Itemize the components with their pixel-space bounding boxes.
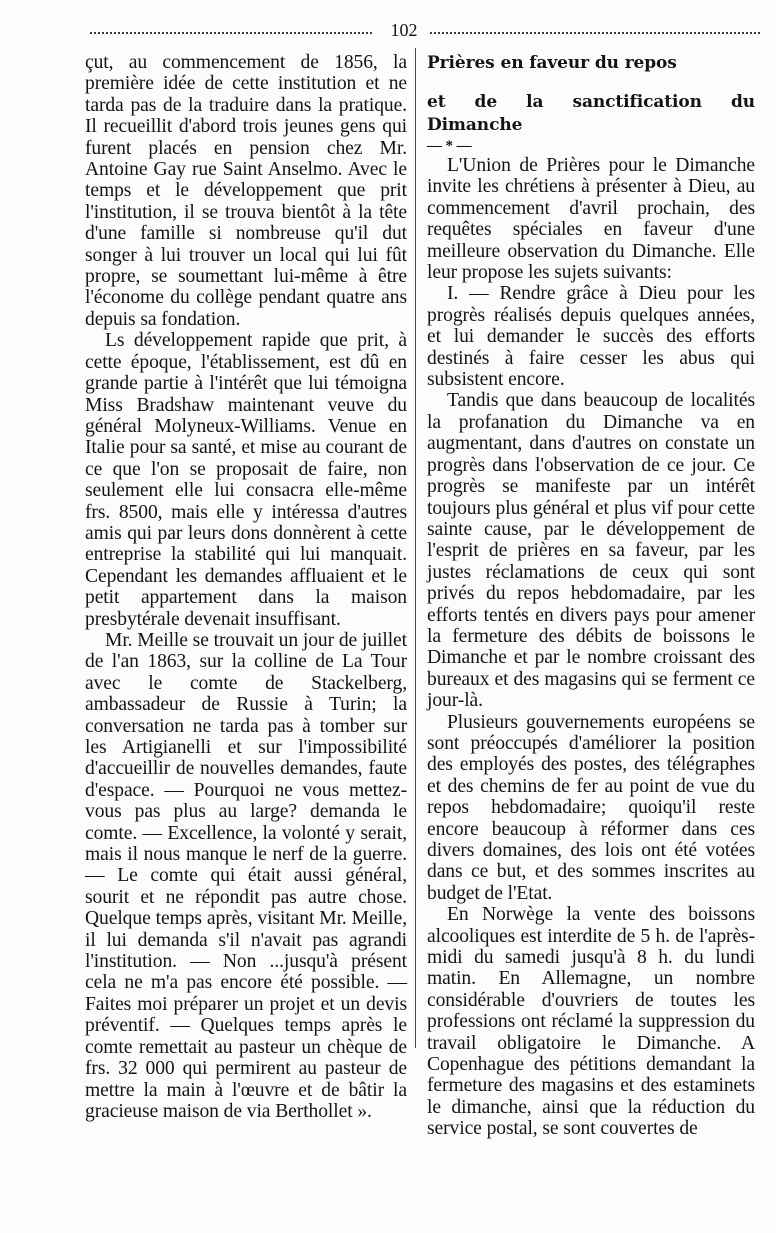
paragraph: Plusieurs gouvernements européens se sont préoccupés d'améliorer la position des employés des postes, des télégraphes et des chemins de fer au point de vue du repos hebdomadaire; quoiqu'il reste encore beaucoup à réformer dans ces divers domaines, des lois ont été votées dans ce but, et des sommes inscrites au budget de l'Etat. [427, 711, 755, 904]
article-title-line-2: et de la sanctification du Dimanche [427, 92, 755, 135]
article-title-line-1: Prières en faveur du repos [427, 53, 677, 73]
column-divider [415, 48, 416, 1048]
page-number: 102 [390, 20, 418, 40]
left-column [85, 52, 407, 1122]
paragraph: çut, au commencement de 1856, la première idée de cette institution et ne tarda pas de la traduire dans la pratique. Il recueillit d'abord trois jeunes gens qui furent placés en pension chez Mr. Antoine Gay rue Saint Anselmo. Avec le temps et le développement que prit l'institution, il se trouva bientôt à la tête d'une famille si nombreuse qu'il dut songer à lui trouver un local qui lui fût propre, se soumettant lui-même à être l'économe du collège pendant quatre ans depuis sa fondation. [85, 52, 407, 330]
title-separator: — * — [427, 138, 472, 154]
paragraph: Mr. Meille se trouvait un jour de juillet de l'an 1863, sur la colline de La Tour avec le comte de Stackelberg, ambassadeur de Russie à Turin; la conversation ne tarda pas à tomber sur les Artigianelli et sur l'impossibilité d'accueillir de nouvelles demandes, faute d'espace. — Pourquoi ne vous mettez-vous pas plus au large? demanda le comte. — Excellence, la volonté y serait, mais il nous manque le nerf de la guerre. — Le comte qui était aussi général, sourit et ne répondit pas autre chose. Quelque temps après, visitant Mr. Meille, il lui demanda s'il n'avait pas agrandi l'institution. — Non ...jusqu'à présent cela ne m'a pas encore été possible. — Faites moi préparer un projet et un devis préventif. — Quelques temps après le comte remettait au pasteur un chèque de frs. 32 000 qui permirent au pasteur de mettre la main à l'œuvre et de bâtir la gracieuse maison de via Berthollet ». [85, 629, 407, 1122]
paragraph: En Norwège la vente des boissons alcooliques est interdite de 5 h. de l'après-midi du samedi jusqu'à 8 h. du lundi matin. En Allemagne, un nombre considérable d'ouvriers de toutes les professions ont réclamé la suppression du travail obligatoire le Dimanche. A Copenhague des pétitions demandant la fermeture des magasins et des estaminets le dimanche, ainsi que la réduction du service postal, se sont couvertes de [427, 904, 755, 1140]
paragraph: L'Union de Prières pour le Dimanche invite les chrétiens à présenter à Dieu, au commencement d'avril prochain, des requêtes spéciales en faveur d'une meilleure observation du Dimanche. Elle leur propose les sujets suivants: [427, 155, 755, 284]
paragraph: Tandis que dans beaucoup de localités la profanation du Dimanche va en augmentant, dans d'autres on constate un progrès dans l'observation de ce jour. Ce progrès se manifeste par un intérêt toujours plus général et plus vif pour cette sainte cause, par le développement de l'esprit de prières en sa faveur, par les justes réclamations de ceux qui sont privés du repos hebdomadaire, par les efforts tentés en divers pays pour amener la fermeture des débits de boissons le Dimanche et par le nombre croissant des bureaux et des magasins qui se ferment ce jour-là. [427, 390, 755, 712]
header-rule-left [90, 32, 372, 34]
paragraph: Ls développement rapide que prit, à cette époque, l'établissement, est dû en grande partie à l'intérêt que lui témoigna Miss Bradshaw maintenant veuve du général Molyneux-Williams. Venue en Italie pour sa santé, et mise au courant de ce que l'on se proposait de faire, non seulement elle lui consacra elle-même frs. 8500, mais elle y intéressa d'autres amis qui par leurs dons donnèrent à cette entreprise la stabilité qui lui manquait. Cependant les demandes affluaient et le petit appartement dans la maison presbytérale devenait insuffisant. [85, 330, 407, 630]
page-header [90, 18, 710, 44]
header-rule-right [430, 32, 760, 34]
right-column [427, 52, 755, 1140]
paragraph: I. — Rendre grâce à Dieu pour les progrès réalisés depuis quelques années, et lui demander le succès des efforts destinés à faire cesser les abus qui subsistent encore. [427, 283, 755, 391]
